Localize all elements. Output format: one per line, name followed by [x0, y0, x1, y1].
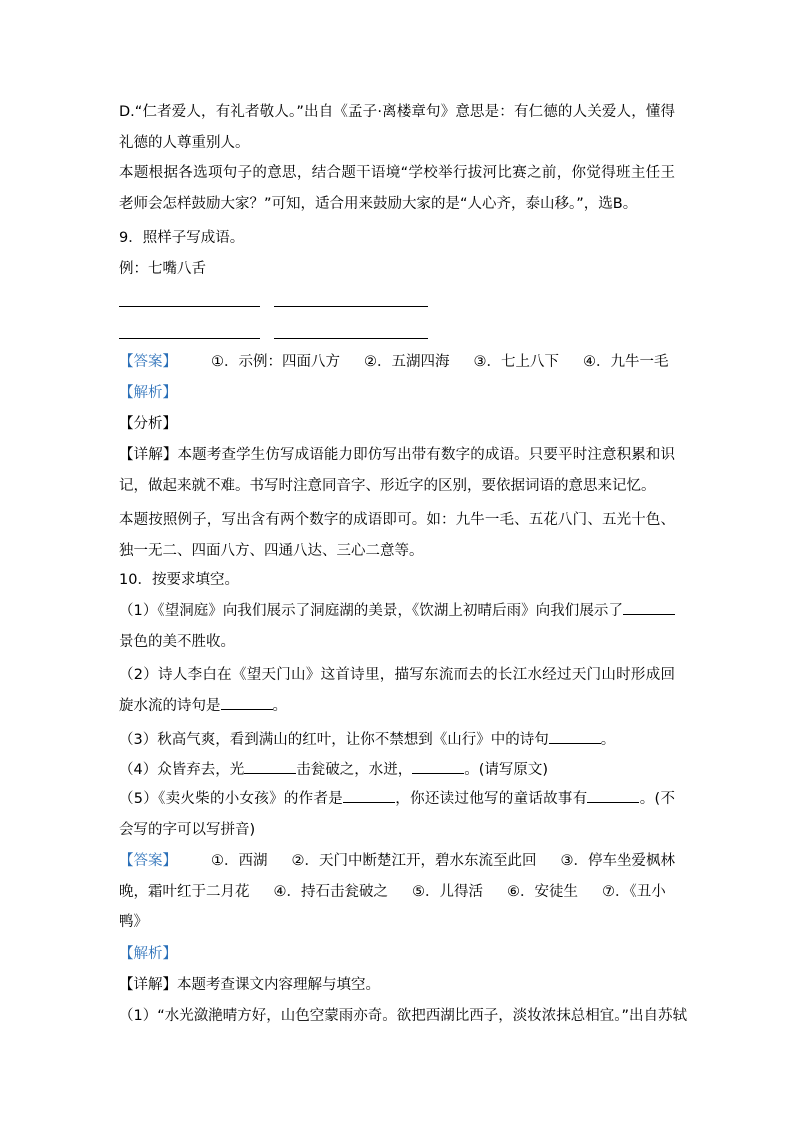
item-text: （4）众皆弃去，光 [119, 762, 245, 778]
answer-tag: 【答案】 [119, 354, 177, 370]
q10-question: 10．按要求填空。 [119, 572, 239, 588]
answer-item: ①．西湖 [211, 853, 268, 869]
fill-blank [549, 729, 601, 744]
item-text: 。(请写原文) [464, 762, 549, 778]
answer-tag: 【答案】 [119, 853, 177, 869]
item-text: （2）诗人李白在《望天门山》这首诗里，描写东流而去的长江水经过天门山时形成回旋水流的诗句是 [119, 667, 675, 714]
q10-item-3 [119, 729, 615, 750]
q9-detail [119, 440, 675, 501]
detail-text: 本题考查学生仿写成语能力即仿写出带有数字的成语。只要平时注意积累和识记，做起来就不难。书写时注意同音字、形近字的区别，要依据词语的意思来记忆。 [119, 447, 676, 494]
q9-question: 9．照样子写成语。 [119, 230, 245, 246]
answer-item: ③．停车坐爱枫林晚，霜叶红于二月花 [119, 853, 675, 900]
answer-item: ④．持石击瓮破之 [273, 883, 388, 900]
answer-line [274, 338, 428, 339]
q10-item-5 [119, 784, 675, 845]
q8-conclusion: 本题根据各选项句子的意思，结合题干语境“学校举行拔河比赛之前，你觉得班主任王老师会怎样鼓励大家？”可知，适合用来鼓励大家的是“人心齐，泰山移。”，选B。 [119, 165, 675, 212]
item-text: （1）《望洞庭》向我们展示了洞庭湖的美景，《饮湖上初晴后雨》向我们展示了 [119, 603, 623, 619]
q9-answer-row [119, 352, 669, 372]
item-text: （5）《卖火柴的小女孩》的作者是 [119, 791, 344, 807]
fill-blank [623, 600, 675, 615]
answer-item: ④．九牛一毛 [583, 354, 669, 370]
answer-item: ⑤．儿得活 [412, 883, 483, 900]
answer-line [119, 338, 260, 339]
item-text: （3）秋高气爽，看到满山的红叶，让你不禁想到《山行》中的诗句 [119, 732, 549, 748]
answer-item: ③．七上八下 [473, 354, 559, 370]
fill-blank [412, 759, 464, 774]
q10-answer-row [119, 846, 675, 938]
item-text: ，你还读过他写的童话故事有 [395, 791, 588, 807]
item-text: 。(不会写的字可以写拼音) [119, 791, 675, 838]
answer-item: ①．示例：四面八方 [211, 354, 340, 370]
fill-blank [221, 695, 273, 710]
item-text: 击瓮破之，水迸， [296, 762, 413, 778]
answer-item: ②．天门中断楚江开，碧水东流至此回 [291, 853, 537, 869]
answer-line [274, 306, 428, 307]
item-text: 。 [600, 732, 616, 748]
detail-text: 本题考查课文内容理解与填空。 [177, 977, 380, 993]
q9-example: 例：七嘴八舌 [119, 261, 206, 277]
fill-blank [587, 788, 639, 803]
answer-item: ⑥．安徒生 [507, 883, 578, 900]
q10-item-1 [119, 596, 675, 657]
fill-blank [343, 788, 395, 803]
jiexi-tag: 【解析】 [119, 946, 177, 962]
answer-item: ②．五湖四海 [364, 354, 450, 370]
jiexi-tag: 【解析】 [119, 385, 177, 401]
q10-item-2 [119, 660, 675, 721]
fill-blank [244, 759, 296, 774]
q10-detail [119, 975, 380, 995]
q10-detail-2: （1）“水光潋滟晴方好，山色空蒙雨亦奇。欲把西湖比西子，淡妆浓抹总相宜。”出自苏轼 [119, 1008, 687, 1024]
item-text: 景色的美不胜收。 [119, 633, 235, 650]
fenxi-tag: 【分析】 [119, 416, 177, 432]
detail-tag: 【详解】 [119, 447, 178, 463]
q9-detail-2: 本题按照例子，写出含有两个数字的成语即可。如：九牛一毛、五花八门、五光十色、 独一无二、四面八方、四通八达、三心二意等。 [119, 512, 675, 559]
option-d-explanation: D.“仁者爱人，有礼者敬人。”出自《孟子·离楼章句》意思是：有仁德的人关爱人，懂得礼德的人尊重别人。 [119, 104, 675, 151]
item-text: 。 [272, 697, 287, 714]
detail-tag: 【详解】 [119, 977, 177, 993]
answer-item: ⑦．《丑小鸭》 [119, 883, 666, 930]
q10-item-4 [119, 759, 548, 780]
answer-line [119, 306, 260, 307]
